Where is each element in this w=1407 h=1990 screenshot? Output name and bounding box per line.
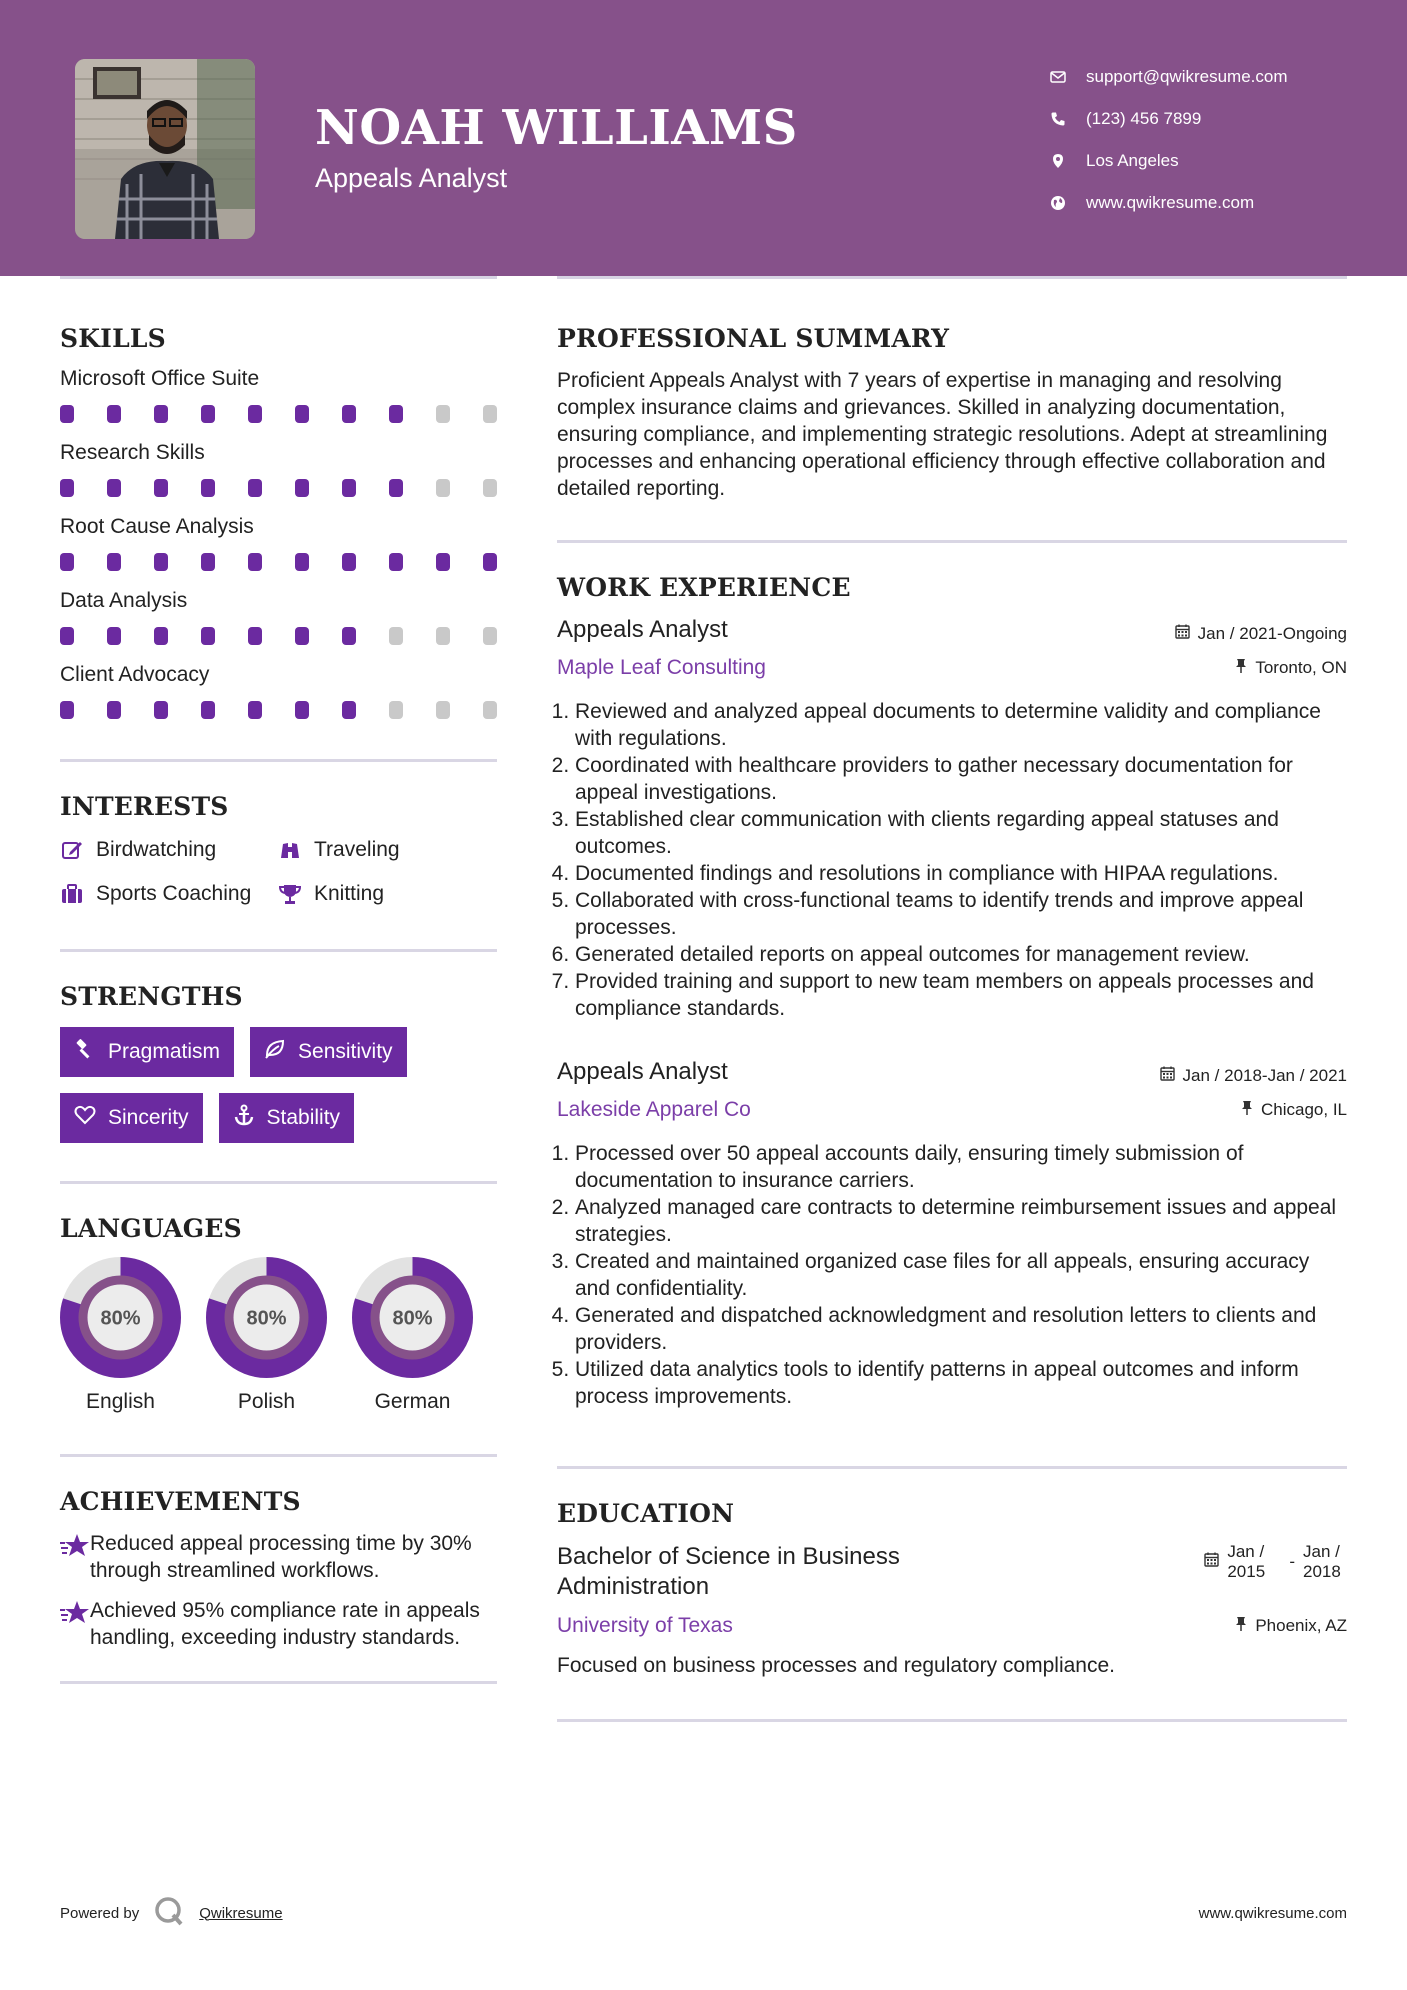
job-date-text: Jan / 2018-Jan / 2021 <box>1182 1066 1347 1085</box>
achievement-text: Reduced appeal processing time by 30% through streamlined workflows. <box>90 1532 472 1582</box>
responsibility-item: 7. Provided training and support to new team members on appeals processes and compliance standards. <box>575 968 1347 1022</box>
profile-photo <box>75 59 255 239</box>
rating-dot-filled <box>342 701 356 719</box>
contact-list <box>1050 56 1380 224</box>
achievements-section <box>60 1487 497 1651</box>
powered-by-label: Powered by <box>60 1904 140 1922</box>
skill-item <box>60 365 497 423</box>
section-divider <box>60 759 497 762</box>
language-item <box>206 1257 327 1414</box>
skill-rating <box>60 627 497 645</box>
language-percent: 80% <box>392 1307 433 1330</box>
job-location <box>1235 658 1347 678</box>
rating-dot-empty <box>483 627 497 645</box>
company-name: Lakeside Apparel Co <box>557 1098 751 1121</box>
calendar-icon <box>1204 1552 1219 1572</box>
interest-label: Knitting <box>314 882 385 905</box>
strengths-list <box>60 1027 497 1143</box>
responsibility-item: 1. Reviewed and analyzed appeal documents to determine validity and compliance with regulations. <box>575 698 1347 752</box>
contact-email[interactable] <box>1050 56 1380 98</box>
skill-rating <box>60 405 497 423</box>
rating-dot-filled <box>154 405 168 423</box>
rating-dot-filled <box>248 701 262 719</box>
heart-icon <box>74 1104 96 1132</box>
job-date <box>1160 1066 1347 1086</box>
skill-name: Microsoft Office Suite <box>60 367 260 390</box>
rating-dot-filled <box>107 627 121 645</box>
skills-list <box>60 365 497 719</box>
binoculars-icon <box>278 838 314 862</box>
job-entry <box>557 616 1347 1022</box>
globe-icon <box>1050 195 1086 211</box>
job-location <box>1241 1100 1347 1120</box>
qwikresume-link[interactable]: Qwikresume <box>199 1904 283 1922</box>
rating-dot-empty <box>483 701 497 719</box>
skill-name: Client Advocacy <box>60 663 210 686</box>
responsibility-item: 3. Created and maintained organized case files for all appeals, ensuring accuracy and confidentiality. <box>575 1248 1347 1302</box>
anchor-icon <box>233 1104 255 1132</box>
rating-dot-filled <box>295 701 309 719</box>
responsibility-item: 5. Utilized data analytics tools to identify patterns in appeal outcomes and inform process improvements. <box>575 1356 1347 1410</box>
achievements-list <box>60 1530 497 1651</box>
responsibility-item: 4. Documented findings and resolutions in compliance with HIPAA regulations. <box>575 860 1347 887</box>
responsibility-item: 6. Generated detailed reports on appeal outcomes for management review. <box>575 941 1347 968</box>
job-entry <box>557 1058 1347 1410</box>
education-location <box>1235 1616 1347 1636</box>
contact-email-text: support@qwikresume.com <box>1086 67 1288 86</box>
school-name: University of Texas <box>557 1614 733 1637</box>
responsibility-item: 2. Coordinated with healthcare providers to gather necessary documentation for appeal investigations. <box>575 752 1347 806</box>
page-footer <box>60 1895 1347 1931</box>
skill-item <box>60 661 497 719</box>
skill-item <box>60 513 497 571</box>
job-location-text: Chicago, IL <box>1261 1100 1347 1119</box>
achievement-item <box>60 1530 497 1584</box>
interest-label: Traveling <box>314 838 400 861</box>
interest-item <box>278 835 497 865</box>
rating-dot-empty <box>436 479 450 497</box>
experience-title: WORK EXPERIENCE <box>557 573 851 602</box>
interest-label: Sports Coaching <box>96 882 252 905</box>
skill-rating <box>60 553 497 571</box>
rating-dot-filled <box>107 553 121 571</box>
rating-dot-filled <box>483 553 497 571</box>
job-subheader <box>557 656 1347 680</box>
languages-title: LANGUAGES <box>60 1214 242 1243</box>
job-title: Appeals Analyst <box>557 616 728 643</box>
rating-dot-filled <box>60 627 74 645</box>
rating-dot-filled <box>295 627 309 645</box>
rating-dot-empty <box>389 627 403 645</box>
education-section <box>557 1499 1347 1679</box>
rating-dot-filled <box>201 479 215 497</box>
interest-item <box>278 879 497 909</box>
responsibility-item: 5. Collaborated with cross-functional teams to identify trends and improve appeal processes. <box>575 887 1347 941</box>
candidate-title: Appeals Analyst <box>315 163 508 193</box>
pushpin-icon <box>1235 1616 1247 1636</box>
skill-item <box>60 587 497 645</box>
language-name: English <box>86 1390 155 1413</box>
interest-label: Birdwatching <box>96 838 217 861</box>
skill-name: Research Skills <box>60 441 205 464</box>
pushpin-icon <box>1235 658 1247 678</box>
strength-label: Pragmatism <box>108 1040 221 1063</box>
left-column <box>60 276 497 1684</box>
rating-dot-filled <box>60 701 74 719</box>
rating-dot-filled <box>201 405 215 423</box>
section-divider <box>60 949 497 952</box>
responsibility-item: 2. Analyzed managed care contracts to determine reimbursement issues and appeal strategies. <box>575 1194 1347 1248</box>
interest-item <box>60 879 278 909</box>
contact-phone[interactable] <box>1050 98 1380 140</box>
job-responsibilities <box>557 1140 1347 1410</box>
contact-location <box>1050 140 1380 182</box>
job-location-text: Toronto, ON <box>1255 658 1347 677</box>
skill-name: Data Analysis <box>60 589 188 612</box>
language-progress-ring <box>60 1257 181 1378</box>
contact-website[interactable] <box>1050 182 1380 224</box>
rating-dot-filled <box>389 553 403 571</box>
rating-dot-filled <box>60 405 74 423</box>
job-date <box>1175 624 1347 644</box>
envelope-icon <box>1050 69 1086 85</box>
education-date-end: Jan / 2018 <box>1303 1542 1341 1581</box>
rating-dot-filled <box>295 405 309 423</box>
leaf-icon <box>264 1038 286 1066</box>
rating-dot-empty <box>483 405 497 423</box>
rating-dot-filled <box>154 553 168 571</box>
star-icon <box>60 1597 90 1633</box>
rating-dot-filled <box>389 479 403 497</box>
trophy-icon <box>278 882 314 906</box>
language-percent: 80% <box>246 1307 287 1330</box>
responsibility-item: 1. Processed over 50 appeal accounts daily, ensuring timely submission of documentation to insurance carriers. <box>575 1140 1347 1194</box>
rating-dot-filled <box>154 479 168 497</box>
section-divider <box>60 1681 497 1684</box>
interests-list <box>60 835 497 909</box>
rating-dot-filled <box>107 701 121 719</box>
job-date-text: Jan / 2021-Ongoing <box>1197 624 1347 643</box>
interests-title: INTERESTS <box>60 792 229 821</box>
rating-dot-filled <box>201 553 215 571</box>
rating-dot-filled <box>248 479 262 497</box>
company-name: Maple Leaf Consulting <box>557 656 766 679</box>
rating-dot-filled <box>389 405 403 423</box>
calendar-icon <box>1175 624 1190 644</box>
strength-badge <box>60 1093 203 1143</box>
section-divider <box>60 1181 497 1184</box>
language-progress-ring <box>206 1257 327 1378</box>
achievements-title: ACHIEVEMENTS <box>60 1487 301 1516</box>
rating-dot-filled <box>60 553 74 571</box>
summary-title: PROFESSIONAL SUMMARY <box>557 324 950 353</box>
rating-dot-filled <box>154 627 168 645</box>
degree-title: Bachelor of Science in Business Administration <box>557 1543 900 1600</box>
candidate-name: NOAH WILLIAMS <box>315 100 798 156</box>
contact-phone-text: (123) 456 7899 <box>1086 109 1202 128</box>
strength-label: Sensitivity <box>298 1040 393 1063</box>
pushpin-icon <box>1241 1100 1253 1120</box>
job-list <box>557 616 1347 1410</box>
skill-rating <box>60 701 497 719</box>
section-divider <box>557 1466 1347 1469</box>
resume-header <box>0 0 1407 276</box>
education-title: EDUCATION <box>557 1499 735 1528</box>
job-title: Appeals Analyst <box>557 1058 728 1085</box>
rating-dot-filled <box>342 479 356 497</box>
rating-dot-filled <box>342 553 356 571</box>
rating-dot-empty <box>436 405 450 423</box>
education-location-text: Phoenix, AZ <box>1255 1616 1347 1635</box>
job-subheader <box>557 1098 1347 1122</box>
skill-item <box>60 439 497 497</box>
education-date <box>1204 1542 1347 1582</box>
education-sub <box>557 1614 1347 1638</box>
rating-dot-filled <box>201 701 215 719</box>
education-date-separator: - <box>1289 1552 1295 1571</box>
language-name: Polish <box>237 1390 296 1413</box>
location-pin-icon <box>1050 153 1086 169</box>
interest-item <box>60 835 278 865</box>
skills-section <box>60 324 497 719</box>
rating-dot-filled <box>295 479 309 497</box>
strength-badge <box>219 1093 355 1143</box>
responsibility-item: 3. Established clear communication with clients regarding appeal statuses and outcomes. <box>575 806 1347 860</box>
interests-section <box>60 792 497 909</box>
calendar-icon <box>1160 1066 1175 1086</box>
rating-dot-empty <box>436 627 450 645</box>
strength-label: Sincerity <box>108 1106 189 1129</box>
languages-list <box>60 1257 497 1414</box>
rating-dot-filled <box>248 627 262 645</box>
phone-icon <box>1050 111 1086 127</box>
rating-dot-filled <box>295 553 309 571</box>
rating-dot-filled <box>342 405 356 423</box>
skill-name: Root Cause Analysis <box>60 515 254 538</box>
language-item <box>352 1257 473 1414</box>
right-column <box>557 276 1347 1722</box>
rating-dot-empty <box>436 701 450 719</box>
powered-by <box>60 1895 283 1931</box>
gavel-icon <box>74 1038 96 1066</box>
rating-dot-filled <box>436 553 450 571</box>
summary-section <box>557 324 1347 502</box>
rating-dot-filled <box>248 553 262 571</box>
skill-rating <box>60 479 497 497</box>
education-description: Focused on business processes and regulatory compliance. <box>557 1654 1115 1677</box>
languages-section <box>60 1214 497 1414</box>
contact-location-text: Los Angeles <box>1086 151 1179 170</box>
responsibility-item: 4. Generated and dispatched acknowledgment and resolution letters to clients and providers. <box>575 1302 1347 1356</box>
section-divider <box>60 1454 497 1457</box>
rating-dot-filled <box>107 405 121 423</box>
experience-section <box>557 573 1347 1410</box>
section-divider <box>557 1719 1347 1722</box>
section-divider <box>557 540 1347 543</box>
strength-badge <box>60 1027 234 1077</box>
achievement-text: Achieved 95% compliance rate in appeals handling, exceeding industry standards. <box>90 1599 480 1649</box>
language-progress-ring <box>352 1257 473 1378</box>
strengths-title: STRENGTHS <box>60 982 243 1011</box>
strength-label: Stability <box>266 1106 341 1129</box>
language-name: German <box>374 1390 451 1413</box>
qwikresume-logo-icon <box>153 1895 185 1931</box>
rating-dot-filled <box>107 479 121 497</box>
contact-website-text: www.qwikresume.com <box>1086 193 1255 212</box>
language-percent: 80% <box>100 1307 141 1330</box>
strengths-section <box>60 982 497 1143</box>
rating-dot-filled <box>248 405 262 423</box>
briefcase-icon <box>60 882 96 906</box>
star-icon <box>60 1530 90 1566</box>
edit-icon <box>60 838 96 862</box>
rating-dot-filled <box>154 701 168 719</box>
footer-website[interactable]: www.qwikresume.com <box>1198 1904 1347 1922</box>
achievement-item <box>60 1597 497 1651</box>
skills-title: SKILLS <box>60 324 166 353</box>
job-header <box>557 1058 1347 1086</box>
language-item <box>60 1257 181 1414</box>
rating-dot-filled <box>342 627 356 645</box>
strength-badge <box>250 1027 407 1077</box>
summary-text: Proficient Appeals Analyst with 7 years of expertise in managing and resolving complex insurance claims and grievances. Skilled in analyzing documentation, ensuring compliance, and implementing strategic resolutions. Adept at streamlining processes and enhancing operational efficiency through effective collaboration and detailed reporting. <box>557 369 1328 500</box>
education-date-start: Jan / 2015 <box>1227 1542 1266 1581</box>
rating-dot-empty <box>389 701 403 719</box>
rating-dot-filled <box>60 479 74 497</box>
rating-dot-empty <box>483 479 497 497</box>
job-responsibilities <box>557 698 1347 1022</box>
job-header <box>557 616 1347 644</box>
rating-dot-filled <box>201 627 215 645</box>
